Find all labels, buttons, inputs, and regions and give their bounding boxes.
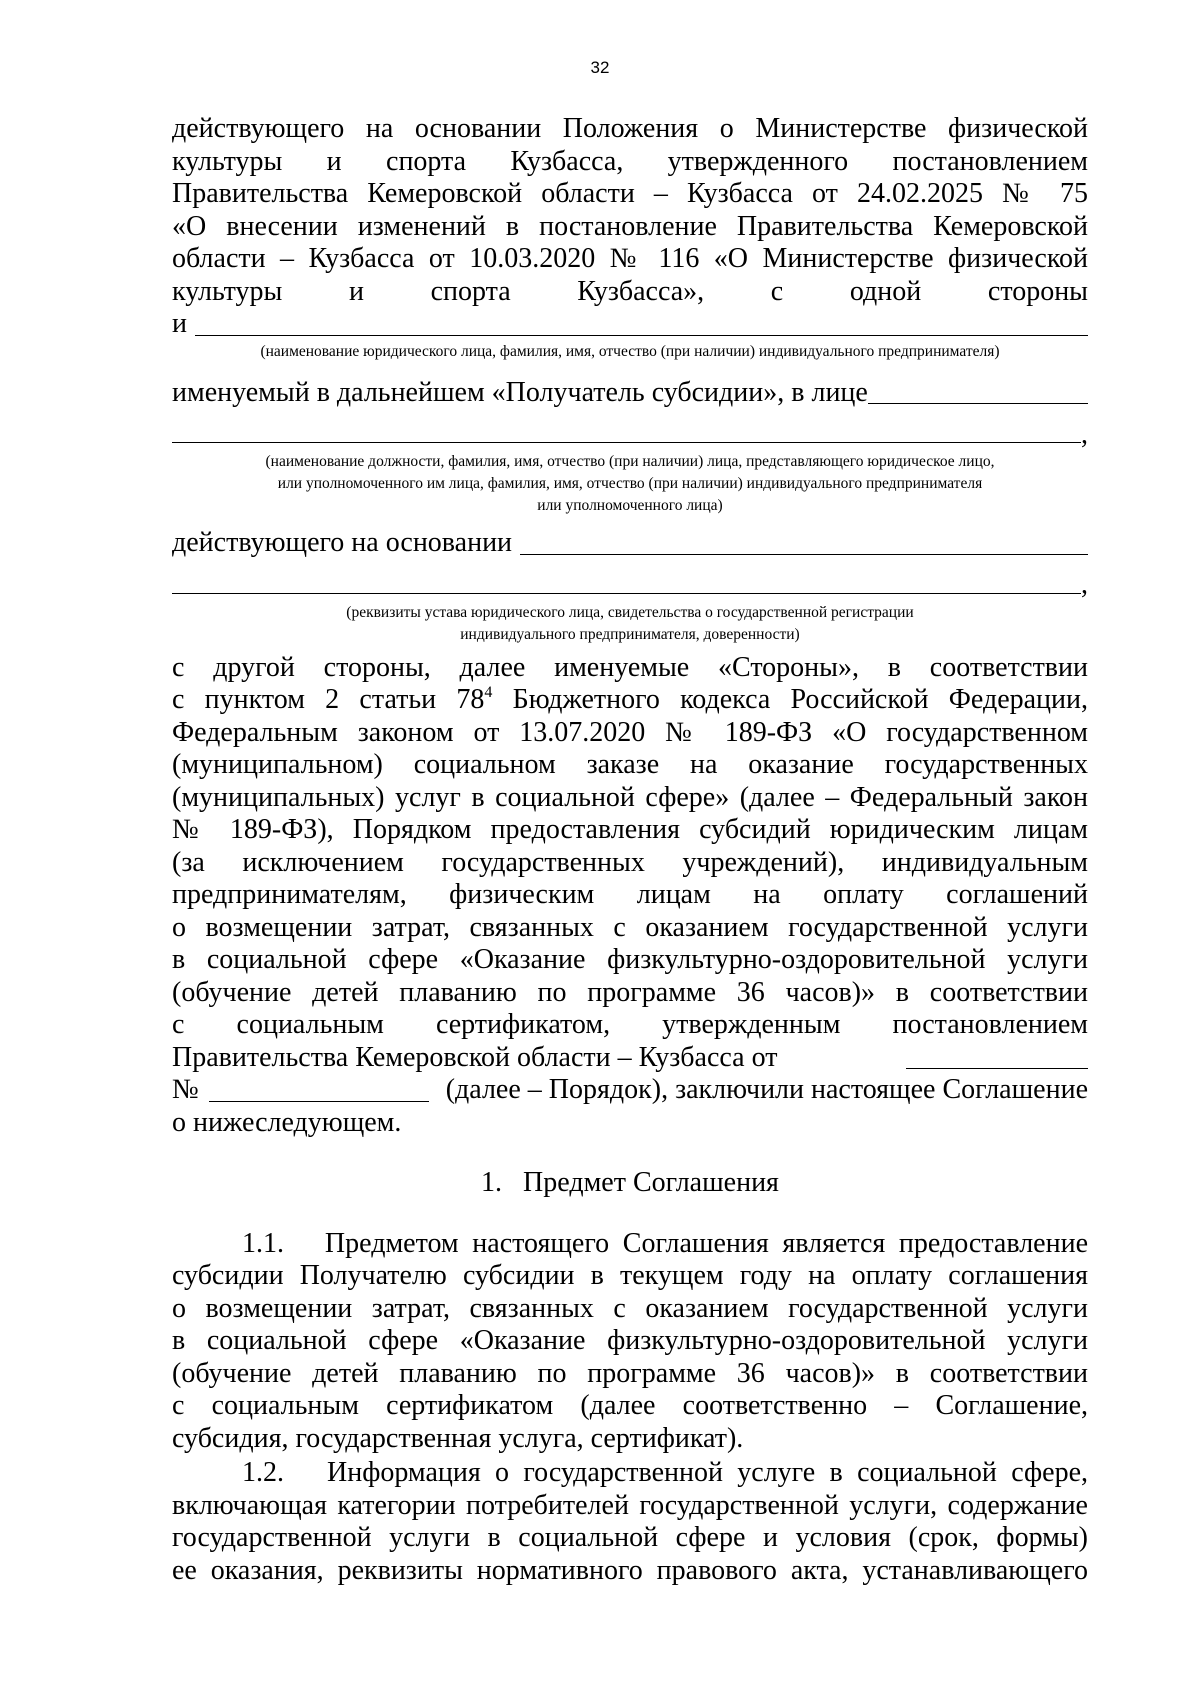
text-line: о нижеследующем.	[172, 1106, 402, 1138]
text-line: с другой стороны, далее именуемые «Стороны», в соответствии	[172, 651, 1088, 683]
caption-recipient-name: (наименование юридического лица, фамилия, имя, отчество (при наличии) индивидуального предпринимателя)	[260, 342, 1000, 360]
decree-number-line	[172, 1074, 1088, 1107]
text-line: (за исключением государственных учреждений), индивидуальным	[172, 846, 1088, 878]
representative-blank-full	[172, 418, 1081, 443]
text-line: области – Кузбасса от 10.03.2020 № 116 «О Министерстве физической	[172, 243, 1088, 274]
decree-number-blank	[209, 1079, 429, 1102]
acting-basis-line	[172, 527, 1088, 560]
text-line: № 189-ФЗ), Порядком предоставления субсидий юридическим лицам	[172, 814, 1088, 845]
document-body	[172, 113, 1088, 1587]
text-line: действующего на основании Положения о Министерстве физической	[172, 113, 1088, 144]
text-line: предпринимателям, физическим лицам на оплату соглашений	[172, 879, 1088, 910]
number-sign: №	[172, 1074, 199, 1105]
text-segment: с пунктом 2 статьи 78	[172, 684, 485, 715]
decree-date-line	[172, 1042, 1088, 1075]
decree-date-blank	[906, 1046, 1088, 1069]
page-number: 32	[590, 58, 610, 77]
caption-representative-2: или уполномоченного им лица, фамилия, имя, отчество (при наличии) индивидуального предпринимателя	[277, 475, 983, 492]
main-paragraph	[172, 652, 1088, 1140]
basis-blank	[520, 530, 1088, 555]
text-line: культуры и спорта Кузбасса, утвержденного постановлением	[172, 145, 1088, 177]
text-line: с социальным сертификатом, утвержденным постановлением	[172, 1009, 1088, 1040]
text-line: (обучение детей плаванию по программе 36 часов)» в соответствии	[172, 976, 1088, 1008]
named-as-line	[172, 377, 1088, 410]
caption-basis-1: (реквизиты устава юридического лица, свидетельства о государственной регистрации	[346, 603, 914, 621]
text-line: (муниципальном) социальном заказе на оказание государственных	[172, 749, 1088, 780]
caption-representative-3: или уполномоченного лица)	[537, 497, 723, 514]
basis-line	[172, 570, 1088, 602]
caption-representative-1: (наименование должности, фамилия, имя, отчество (при наличии) лица, представляющего юридическое лицо,	[265, 453, 995, 470]
text-segment: Бюджетного кодекса Российской Федерации,	[492, 684, 1088, 715]
text-line: государственной услуги в социальной сфере и условия (срок, формы)	[172, 1522, 1088, 1553]
text-segment: (далее – Порядок), заключили настоящее Соглашение	[445, 1074, 1088, 1105]
text-line: в социальной сфере «Оказание физкультурно-оздоровительной услуги	[172, 944, 1088, 975]
superscript: 4	[484, 684, 493, 701]
text-line: Правительства Кемеровской области – Кузбасса от	[172, 1041, 778, 1073]
comma: ,	[1081, 569, 1088, 600]
text-line: (муниципальных) услуг в социальной сфере» (далее – Федеральный закон	[172, 781, 1088, 813]
text-line: Федеральным законом от 13.07.2020 № 189-ФЗ «О государственном	[172, 716, 1088, 748]
recipient-name-blank	[195, 311, 1088, 336]
text-line: о возмещении затрат, связанных с оказанием государственной услуги	[172, 1292, 1088, 1324]
and-label: и	[172, 308, 187, 339]
acting-basis-label: действующего на основании	[172, 527, 513, 558]
text-line: «О внесении изменений в постановление Правительства Кемеровской	[172, 210, 1088, 242]
clause-1-2	[172, 1457, 1088, 1587]
text-line: субсидия, государственная услуга, сертификат).	[172, 1422, 744, 1454]
text-line: включающая категории потребителей государственной услуги, содержание	[172, 1489, 1088, 1521]
text-line: в социальной сфере «Оказание физкультурно-оздоровительной услуги	[172, 1325, 1088, 1356]
named-label: именуемый в дальнейшем «Получатель субсидии», в лице	[172, 376, 868, 408]
text-line: ее оказания, реквизиты нормативного правового акта, устанавливающего	[172, 1554, 1088, 1586]
text-line: культуры и спорта Кузбасса», с одной стороны	[172, 275, 1088, 307]
text-line: 1.2. Информация о государственной услуге в социальной сфере,	[242, 1457, 1088, 1488]
representative-blank	[868, 379, 1088, 404]
intro-paragraph	[172, 113, 1088, 341]
text-line: субсидии Получателю субсидии в текущем году на оплату соглашения	[172, 1260, 1088, 1291]
comma: ,	[1081, 418, 1088, 450]
clause-1-1	[172, 1228, 1088, 1456]
recipient-name-line	[172, 308, 1088, 341]
text-line: с социальным сертификатом (далее соответственно – Соглашение,	[172, 1390, 1088, 1421]
text-line: о возмещении затрат, связанных с оказанием государственной услуги	[172, 911, 1088, 943]
basis-blank-full	[172, 569, 1081, 594]
text-line: Правительства Кемеровской области – Кузбасса от 24.02.2025 № 75	[172, 178, 1088, 209]
text-line: 1.1. Предметом настоящего Соглашения является предоставление	[242, 1227, 1088, 1259]
representative-line	[172, 419, 1088, 451]
section-heading: 1. Предмет Соглашения	[481, 1167, 779, 1198]
text-line: (обучение детей плаванию по программе 36 часов)» в соответствии	[172, 1357, 1088, 1389]
caption-basis-2: индивидуального предпринимателя, доверенности)	[460, 625, 800, 643]
text-line	[172, 684, 1088, 717]
